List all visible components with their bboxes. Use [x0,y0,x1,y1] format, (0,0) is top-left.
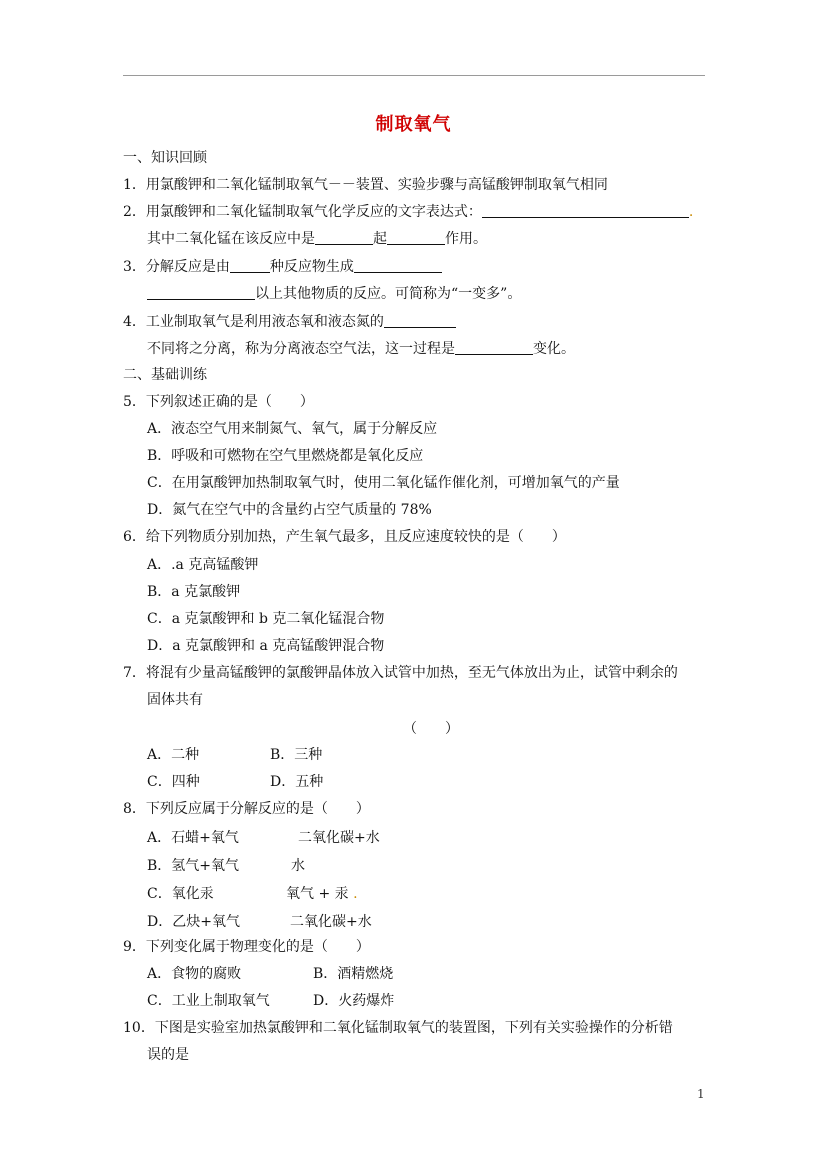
answer-blank[interactable] [482,203,689,218]
question-2 [123,202,693,222]
question-4 [123,312,456,332]
question-3-line-2-text: 以上其他物质的反应。可简称为“一变多”。 [255,286,522,302]
question-1: 1．用氯酸钾和二氧化锰制取氧气－－装置、实验步骤与高锰酸钾制取氧气相同 [123,177,608,193]
question-5-option-b: B．呼吸和可燃物在空气里燃烧都是氧化反应 [147,448,424,464]
question-4-line-2-text-a: 不同将之分离，称为分离液态空气法，这一过程是 [147,341,455,357]
question-2-line-2-text-a: 其中二氧化锰在该反应中是 [147,231,315,247]
question-9-stem: 9．下列变化属于物理变化的是（ ） [123,939,370,955]
question-9-option-a: A．食物的腐败 [147,966,242,982]
question-10-stem-line-2: 误的是 [147,1047,189,1063]
question-4-line-2 [147,339,575,359]
question-8-option-c-reactants: C．氧化汞 [147,886,214,902]
question-6-option-b: B．a 克氯酸钾 [147,584,241,600]
question-7-option-c: C．四种 [147,774,200,790]
question-3-line-2 [147,284,521,304]
question-3-text-b: 种反应物生成 [269,259,354,275]
section-heading-review: 一、知识回顾 [123,150,207,166]
question-2-line-2-text-b: 起 [373,231,387,247]
question-8-option-a-products: 二氧化碳+水 [298,830,380,846]
answer-blank[interactable] [147,285,255,300]
stray-dot: . [688,204,694,220]
question-9-option-d: D．火药爆炸 [313,993,395,1009]
question-3 [123,257,442,277]
section-heading-training: 二、基础训练 [123,367,207,383]
question-6-option-c: C．a 克氯酸钾和 b 克二氧化锰混合物 [147,611,385,627]
question-2-text-a: 2．用氯酸钾和二氧化锰制取氧气化学 [123,204,356,220]
question-8-option-c-products-text: 氧气 + 汞 [286,886,349,902]
question-4-line-2-text-b: 变化。 [533,341,575,357]
question-8-option-b-reactants: B．氢气+氧气 [147,858,240,874]
question-8-stem: 8．下列反应属于分解反应的是（ ） [123,801,370,817]
question-5-stem: 5．下列叙述正确的是（ ） [123,394,314,410]
question-3-number: 3． [123,259,146,275]
question-7-stem-line-2: 固体共有 [147,692,203,708]
question-9-option-c: C．工业上制取氧气 [147,993,270,1009]
page-title: 制取氧气 [375,114,452,135]
question-6-option-a: A．.a 克高锰酸钾 [147,557,259,573]
answer-blank[interactable] [354,258,442,273]
answer-blank[interactable] [387,230,445,245]
question-7-option-d: D．五种 [270,774,324,790]
question-5-option-c: C．在用氯酸钾加热制取氧气时，使用二氧化锰作催化剂，可增加氧气的产量 [147,475,620,491]
question-2-text-b: 反应的文字表达式： [355,204,482,220]
question-5-option-d: D．氮气在空气中的含量约占空气质量的 78% [147,502,432,518]
question-8-option-c-products [286,884,358,904]
question-6-stem: 6．给下列物质分别加热，产生氧气最多，且反应速度较快的是（ ） [123,529,566,545]
question-10-stem: 10．下图是实验室加热氯酸钾和二氧化锰制取氧气的装置图，下列有关实验操作的分析错 [123,1020,673,1036]
question-7-answer-paren: （ ） [403,721,459,737]
question-8-option-a-reactants: A．石蜡+氧气 [147,830,239,846]
question-4-text: 4．工业制取氧气是利用液态氧和液态氮的 [123,314,384,330]
question-3-text-a: 分解反应是由 [145,259,230,275]
question-5-option-a: A．液态空气用来制氮气、氧气，属于分解反应 [147,421,438,437]
answer-blank[interactable] [455,340,533,355]
question-2-line-2 [147,229,487,249]
answer-blank[interactable] [230,258,270,273]
question-8-option-d-products: 二氧化碳+水 [290,914,372,930]
page-number: 1 [697,1087,705,1101]
answer-blank[interactable] [315,230,373,245]
answer-blank[interactable] [384,313,456,328]
question-8-option-b-products: 水 [291,858,305,874]
question-9-option-b: B．酒精燃烧 [313,966,394,982]
question-2-line-2-text-c: 作用。 [445,231,487,247]
question-7-option-a: A．二种 [147,747,200,763]
question-7-stem: 7．将混有少量高锰酸钾的氯酸钾晶体放入试管中加热，至无气体放出为止，试管中剩余的 [123,665,678,681]
stray-dot: . [353,886,358,902]
header-rule [123,75,705,76]
question-7-option-b: B．三种 [270,747,323,763]
question-8-option-d-reactants: D．乙炔+氧气 [147,914,240,930]
question-6-option-d: D．a 克氯酸钾和 a 克高锰酸钾混合物 [147,638,385,654]
